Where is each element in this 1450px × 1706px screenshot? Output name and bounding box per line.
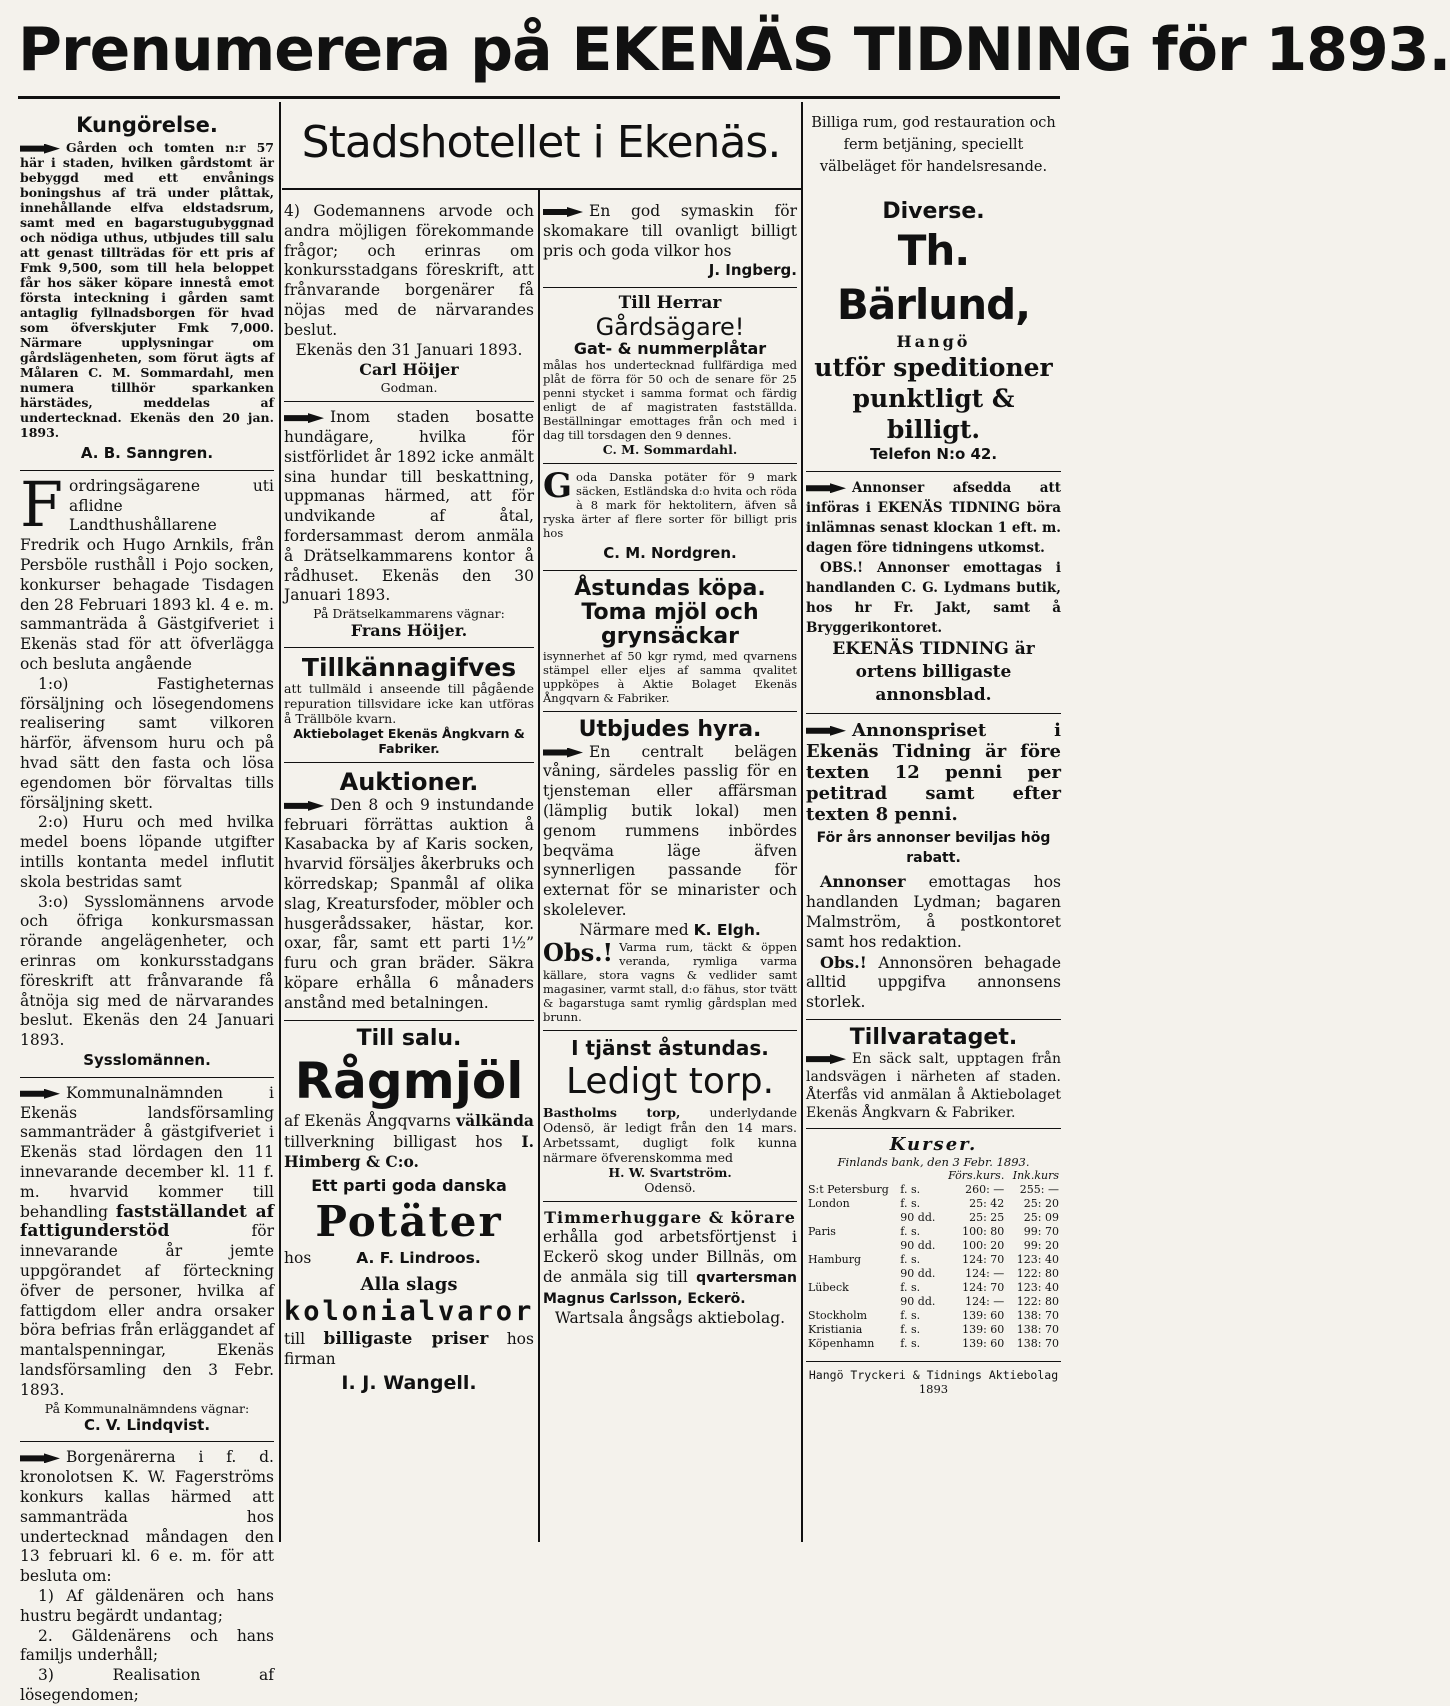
kurser-buy: 99: 70 bbox=[1023, 1224, 1059, 1238]
kurser-header-row bbox=[806, 1169, 1061, 1183]
kommunal-body-2: för innevarande år jemte uppgörandet af förteckning öfver de personer, hvilka af fattigdom eller andra orsaker böra befrias från erläggandet af mantalspenningar, Ekenäs landsförsamling den 3 Febr. 1893. bbox=[20, 1222, 274, 1399]
separator bbox=[20, 1077, 274, 1078]
toma-sackar-body: isynnerhet af 50 kgr rymd, med qvarnens stämpel eller eljes af samma qvalitet uppköpes à Aktie Bolaget Ekenäs Ångqvarn & Fabriker. bbox=[543, 649, 797, 706]
tryckeri-label: Hangö Tryckeri & Tidnings Aktiebolag bbox=[808, 1367, 1059, 1382]
kurser-buy: 25: 20 bbox=[1023, 1196, 1059, 1210]
kurser-sell: 139: 60 bbox=[962, 1308, 1005, 1322]
separator bbox=[543, 1030, 797, 1031]
borgenarer-point-2: 2. Gäldenärens och hans familjs underhåll; bbox=[20, 1626, 274, 1665]
table-row bbox=[806, 1267, 1061, 1281]
kurser-sell: 260: — bbox=[965, 1182, 1005, 1196]
table-row bbox=[806, 1253, 1061, 1267]
kurser-table bbox=[806, 1169, 1061, 1351]
column-rule-2 bbox=[538, 190, 540, 1542]
separator bbox=[20, 1441, 274, 1442]
hundar-vagnar: På Drätselkammarens vägnar: bbox=[313, 606, 505, 622]
kurser-term: f. s. bbox=[900, 1280, 921, 1294]
kurser-city bbox=[806, 1211, 898, 1225]
kurser-city: London bbox=[808, 1196, 850, 1210]
kurser-sell: 124: — bbox=[965, 1266, 1005, 1280]
auktioner-heading: Auktioner. bbox=[339, 768, 479, 797]
kommunal-signature: C. V. Lindqvist. bbox=[83, 1415, 211, 1434]
kolonial-tail: hos firman bbox=[284, 1330, 534, 1369]
separator bbox=[806, 1019, 1061, 1020]
annonser-obs: OBS.! Annonser emottagas i handlanden C. G. Lydmans butik, hos hr Fr. Jakt, samt å Bryggerikontoret. bbox=[806, 559, 1061, 636]
godeman-body: 4) Godemannens arvode och andra möjligen förekommande frågor; och erinras om konkursstadgans föreskrift, att frånvarande borgenärer få nöjas med de närvarandes beslut. bbox=[284, 202, 534, 339]
separator bbox=[284, 1020, 534, 1021]
pointing-hand-icon bbox=[543, 207, 583, 217]
borgenarer-point-1: 1) Af gäldenären och hans hustru begärdt undantag; bbox=[20, 1586, 274, 1625]
kurser-term: f. s. bbox=[900, 1308, 921, 1322]
kurser-term: 90 dd. bbox=[900, 1238, 936, 1252]
kurser-term: f. s. bbox=[900, 1322, 921, 1336]
tillvarataget-body: En säck salt, upptagen från landsvägen i närheten af staden. Återfås vid anmälan å Aktiebolaget Ekenäs Ångkvarn & Fabriker. bbox=[806, 1051, 1061, 1122]
kurser-term: f. s. bbox=[900, 1196, 921, 1210]
astundas-kopa-heading: Åstundas köpa. bbox=[574, 575, 766, 601]
rabatt: För års annonser beviljas hög rabatt. bbox=[816, 829, 1051, 866]
column-rule-3 bbox=[801, 102, 803, 1542]
barlund-heading: Th. Bärlund, bbox=[836, 226, 1031, 330]
separator bbox=[806, 471, 1061, 472]
ragmjol-bold: välkända bbox=[456, 1110, 534, 1130]
hundar-signature: Frans Höijer. bbox=[350, 621, 468, 641]
pointing-hand-icon bbox=[20, 1453, 60, 1463]
kurser-sell: 100: 20 bbox=[962, 1238, 1005, 1252]
hotel-continuation bbox=[806, 112, 1061, 178]
kurser-sell: 25: 25 bbox=[969, 1210, 1005, 1224]
kurser-buy: 138: 70 bbox=[1016, 1336, 1059, 1350]
torp-place: Odensö. bbox=[644, 1180, 696, 1196]
fordringsagare-point-1: 1:o) Fastigheternas försäljning och lösegendomens realisering samt vilkoren härför, äfvensom huru och på hvad sätt den fasta och lösa egendomen bör förvaltas tills försäljning skett. bbox=[20, 674, 274, 812]
kurser-sell: 25: 42 bbox=[969, 1196, 1005, 1210]
pointing-hand-icon bbox=[806, 483, 846, 493]
obs-heading: Obs.! bbox=[543, 938, 614, 968]
emottagas-body: emottagas hos handlanden Lydman; bagaren Malmström, å postkontoret samt hos redaktion. bbox=[806, 873, 1061, 951]
danska-potater-signature: C. M. Nordgren. bbox=[603, 543, 737, 562]
kurser-term: 90 dd. bbox=[900, 1266, 936, 1280]
pointing-hand-icon bbox=[284, 413, 324, 423]
banner-rule bbox=[18, 96, 1060, 99]
kurser-buy: 122: 80 bbox=[1016, 1266, 1059, 1280]
tillkannagifves-heading: Tillkännagifves bbox=[301, 652, 517, 682]
column-3 bbox=[543, 202, 797, 1329]
kurser-subheading: Finlands bank, den 3 Febr. 1893. bbox=[837, 1154, 1030, 1169]
borgenarer-point-3: 3) Realisation af lösegendomen; bbox=[20, 1666, 274, 1704]
pointing-hand-icon bbox=[806, 726, 846, 736]
separator bbox=[543, 287, 797, 288]
annonser-body: Annonser afsedda att införas i EKENÄS TIDNING böra inlämnas senast klockan 1 eft. m. dagen före tidningens utkomst. bbox=[806, 479, 1061, 556]
ragmjol-heading: Rågmjöl bbox=[294, 1051, 524, 1110]
utfor-heading: utför speditioner punktligt & billigt. bbox=[814, 352, 1053, 444]
kurser-city: Köpenhamn bbox=[808, 1336, 875, 1350]
herrar-heading: Till Herrar bbox=[618, 293, 722, 314]
ragmjol-body-2: tillverkning billigast hos bbox=[284, 1132, 503, 1151]
torp-signature: H. W. Svartström. bbox=[608, 1165, 732, 1181]
ragmjol-body-1: af Ekenäs Ångqvarns bbox=[284, 1111, 451, 1130]
potater-heading: Potäter bbox=[315, 1196, 503, 1246]
kurser-buy: 255: — bbox=[1019, 1182, 1059, 1196]
telefon-label: Telefon N:o 42. bbox=[869, 444, 998, 463]
gardsagare-heading: Gårdsägare! bbox=[595, 312, 745, 341]
separator bbox=[806, 1128, 1061, 1129]
kommunal-vagnar: På Kommunalnämndens vägnar: bbox=[44, 1400, 250, 1416]
separator bbox=[284, 647, 534, 648]
tjanst-heading: I tjänst åstundas. bbox=[571, 1036, 769, 1061]
kurser-heading: Kurser. bbox=[889, 1134, 978, 1156]
column-2 bbox=[284, 202, 534, 1394]
fordringsagare-point-2: 2:o) Huru och med hvilka medel boens löpande utgifter intills kontanta medel influtit skola bestridas samt bbox=[20, 813, 274, 891]
kurser-sell: 139: 60 bbox=[962, 1322, 1005, 1336]
timmerhuggare-body: erhålla god arbetsförtjenst i Eckerö skog under Billnäs, om de anmäla sig till bbox=[543, 1228, 797, 1286]
symaskin-signature: J. Ingberg. bbox=[708, 261, 797, 280]
kolonial-signature: I. J. Wangell. bbox=[341, 1371, 477, 1394]
emottagas-bold: Annonser bbox=[820, 872, 906, 892]
obs-body: Varma rum, täckt & öppen veranda, rymliga varma källare, stora vagns & vedlider samt magasiner, varmt stall, d:o fähus, stor tvätt & bagarstuga samt rymlig gårdsplan med brunn. bbox=[543, 940, 797, 1025]
column-rule-1 bbox=[279, 102, 281, 1542]
drop-cap-g: G bbox=[543, 465, 573, 506]
ledigt-torp-heading: Ledigt torp. bbox=[565, 1061, 775, 1103]
pointing-hand-icon bbox=[20, 1089, 60, 1099]
borgenarer-body: Borgenärerna i f. d. kronolotsen K. W. Fagerströms konkurs kallas härmed att sammanträda hos undertecknad måndagen den 13 februari kl. 6 e. m. för att besluta om: bbox=[20, 1448, 274, 1586]
toma-sackar-heading: Toma mjöl och grynsäckar bbox=[581, 599, 759, 650]
kolonial-bold: billigaste priser bbox=[323, 1329, 489, 1350]
hotel-continuation-body: Billiga rum, god restauration och ferm betjäning, speciellt välbeläget för handelsresande. bbox=[811, 115, 1056, 175]
timmerhuggare-signature: Wartsala ångsågs aktiebolag. bbox=[554, 1309, 786, 1328]
kurser-term: 90 dd. bbox=[900, 1210, 936, 1224]
separator bbox=[806, 713, 1061, 714]
kommunal-bold: fastställandet af fattigunderstöd bbox=[20, 1201, 274, 1242]
separator bbox=[543, 1201, 797, 1202]
ragmjol-signature: I. Himberg & C:o. bbox=[284, 1131, 534, 1172]
stadshotellet-heading: Stadshotellet i Ekenäs. bbox=[301, 117, 781, 168]
godeman-signature: Carl Höijer bbox=[359, 360, 459, 380]
tillkannagifves-signature: Aktiebolaget Ekenäs Ångkvarn & Fabriker. bbox=[293, 726, 525, 757]
till-salu-heading: Till salu. bbox=[356, 1025, 462, 1051]
table-row bbox=[806, 1183, 1061, 1197]
utbjudes-narmare: Närmare med bbox=[579, 920, 689, 939]
column-4 bbox=[806, 200, 1061, 1396]
kungorelse-body: Gården och tomten n:r 57 här i staden, hvilken gårdstomt är bebyggd med ett envånings boningshus af trä under plåttak, innehållande elfva eldstadsrum, samt med en bagarstugubyggnad och nödiga uthus, utbjudes till salu att genast tillträdas för ett pris af Fmk 9,500, som till hela beloppet får hos säker köpare innestå emot första inteckning i gården samt antaglig fyllnadsborgen för hvad som öfverskjuter Fmk 7,000. Närmare upplysningar om gårdslägenheten, som förut ägts af Målaren C. M. Sommardahl, men numera tillhör sparkanken härstädes, meddelas af undertecknad. Ekenäs den 20 jan. 1893. bbox=[20, 140, 274, 441]
obs2-body: Annonsören behagade alltid uppgifva annonsens storlek. bbox=[806, 953, 1061, 1012]
kurser-city: Lübeck bbox=[808, 1280, 849, 1294]
kurser-buy: 25: 09 bbox=[1023, 1210, 1059, 1224]
kurser-sell: 124: 70 bbox=[962, 1280, 1005, 1294]
kurser-buy: 123: 40 bbox=[1016, 1252, 1059, 1266]
table-row bbox=[806, 1295, 1061, 1309]
kurser-buy: 122: 80 bbox=[1016, 1294, 1059, 1308]
table-row bbox=[806, 1239, 1061, 1253]
kurser-sell: 139: 60 bbox=[962, 1336, 1005, 1350]
kurser-sell: 124: 70 bbox=[962, 1252, 1005, 1266]
pointing-hand-icon bbox=[284, 801, 324, 811]
tryckeri-year: 1893 bbox=[918, 1381, 949, 1396]
kurser-city: Kristiania bbox=[808, 1322, 863, 1336]
pointing-hand-icon bbox=[20, 144, 60, 154]
kurser-city bbox=[806, 1295, 898, 1309]
kurser-city: Hamburg bbox=[808, 1252, 862, 1266]
parti-heading: Ett parti goda danska bbox=[311, 1176, 507, 1196]
kurser-col-header: Förs.kurs. bbox=[948, 1168, 1005, 1182]
auktioner-body: Den 8 och 9 instundande februari förrättas auktion å Kasabacka by af Karis socken, hvarvid försäljes åkerbruks och körredskap; Spanmål af olika slag, Kreatursfoder, möbler och husgerådssaker, hästar, kor. oxar, får, samt ett parti 1½” furu och gran bräder. Säkra köpare erhålla 6 månaders anstånd med betalningen. bbox=[284, 795, 534, 1012]
kurser-buy: 123: 40 bbox=[1016, 1280, 1059, 1294]
annonspriset: Annonspriset i Ekenäs Tidning är före texten 12 penni per petitrad samt efter texten 8 penni. bbox=[806, 719, 1061, 825]
nummerplatar-heading: Gat- & nummerplåtar bbox=[573, 339, 767, 359]
tillkannagifves-body: att tullmäld i anseende till pågående repuration tillsvidare icke kan utföras å Trällböle kvarn. bbox=[284, 681, 534, 727]
separator bbox=[543, 711, 797, 712]
torp-body: underlydande Odensö, är ledigt från den 14 mars. Arbetssamt, dugligt folk kunna närmare öfverenskomma med bbox=[543, 1105, 797, 1166]
fordringsagare-body: ordringsägarene uti aflidne Landthushållarene Fredrik och Hugo Arnkils, från Persböle rusthåll i Pojo socken, konkurser behagade Tisdagen den 28 Februari 1893 kl. 4 e. m. sammanträda å Gästgifveriet i Ekenäs stad för att öfverlägga och besluta angående bbox=[20, 476, 274, 674]
billigaste-annonsblad: EKENÄS TIDNING är ortens billigaste annonsblad. bbox=[832, 638, 1035, 705]
table-row bbox=[806, 1281, 1061, 1295]
obs2-bold: Obs.! bbox=[820, 952, 867, 972]
godeman-title: Godman. bbox=[380, 380, 438, 396]
separator bbox=[543, 570, 797, 571]
kurser-col-header: Ink.kurs bbox=[1012, 1168, 1059, 1182]
kommunal-body-1: Kommunalnämnden i Ekenäs landsförsamling sammanträder å gästgifveriet i Ekenäs stad lördagen den 11 innevarande december kl. 11 f. m. hvarvid kommer till behandling bbox=[20, 1083, 274, 1221]
kurser-term: f. s. bbox=[900, 1182, 921, 1196]
pointing-hand-icon bbox=[543, 748, 583, 758]
drop-cap-f: F bbox=[20, 467, 64, 541]
nummerplatar-body: målas hos undertecknad fullfärdiga med plåt de förra för 50 och de senare för 25 penni stycket i samma format och färdig enligt de af magistraten fastställda. Beställningar emottages från och med i dag till torsdagen den 9 dennes. bbox=[543, 357, 797, 442]
kurser-buy: 138: 70 bbox=[1016, 1322, 1059, 1336]
kurser-term: f. s. bbox=[900, 1224, 921, 1238]
utbjudes-signature: K. Elgh. bbox=[693, 920, 761, 939]
fordringsagare-point-3: 3:o) Sysslomännens arvode och öfriga konkursmassan rörande angelägenheter, och erinras om konkursstadgans föreskrift att frånvarande få åtnöja sig med de närvarandes beslut. Ekenäs den 24 Januari 1893. bbox=[20, 892, 274, 1050]
nummerplatar-signature: C. M. Sommardahl. bbox=[602, 441, 738, 457]
kurser-city: Stockholm bbox=[808, 1308, 868, 1322]
hotel-rule bbox=[282, 188, 801, 190]
separator bbox=[284, 762, 534, 763]
utbjudes-hyra-heading: Utbjudes hyra. bbox=[578, 717, 762, 743]
separator bbox=[543, 463, 797, 464]
kurser-term: f. s. bbox=[900, 1252, 921, 1266]
pointing-hand-icon bbox=[806, 1054, 846, 1064]
tillvarataget-heading: Tillvarataget. bbox=[849, 1024, 1018, 1050]
kungorelse-signature: A. B. Sanngren. bbox=[80, 444, 214, 463]
column-1 bbox=[20, 114, 274, 1706]
kurser-buy: 138: 70 bbox=[1016, 1308, 1059, 1322]
godeman-date: Ekenäs den 31 Januari 1893. bbox=[295, 340, 523, 359]
kolonial-till: till bbox=[284, 1330, 306, 1349]
table-row bbox=[806, 1211, 1061, 1225]
hango-label: Hangö bbox=[896, 332, 971, 352]
table-row bbox=[806, 1337, 1061, 1351]
utbjudes-hyra-body: En centralt belägen våning, särdeles passlig för en tjensteman eller affärsman (lämplig butik lokal) men genom rummens inbördes beqväma läge äfven synnerligen passande för externat för se minarister och skolelever. bbox=[543, 742, 797, 919]
kurser-city bbox=[806, 1267, 898, 1281]
kurser-sell: 124: — bbox=[965, 1294, 1005, 1308]
kolonialvaror-heading: kolonialvaror bbox=[284, 1296, 535, 1328]
diverse-heading: Diverse. bbox=[882, 199, 985, 224]
table-row bbox=[806, 1309, 1061, 1323]
potater-signature: A. F. Lindroos. bbox=[356, 1248, 481, 1267]
table-row bbox=[806, 1197, 1061, 1211]
fordringsagare-signature: Sysslomännen. bbox=[83, 1051, 211, 1069]
separator bbox=[284, 401, 534, 402]
kurser-city: S:t Petersburg bbox=[808, 1182, 889, 1196]
kurser-sell: 100: 80 bbox=[962, 1224, 1005, 1238]
kungorelse-heading: Kungörelse. bbox=[76, 113, 218, 137]
timmerhuggare-heading: Timmerhuggare & körare bbox=[544, 1208, 796, 1228]
table-row bbox=[806, 1323, 1061, 1337]
masthead-title: Prenumerera på EKENÄS TIDNING för 1893. bbox=[18, 15, 1450, 85]
timmerhuggare-bold: qvartersman Magnus Carlsson, Eckerö. bbox=[543, 1269, 797, 1307]
kurser-city bbox=[806, 1239, 898, 1253]
separator bbox=[806, 1361, 1061, 1362]
alla-slags-heading: Alla slags bbox=[360, 1273, 458, 1295]
kurser-term: f. s. bbox=[900, 1336, 921, 1350]
kurser-buy: 99: 20 bbox=[1023, 1238, 1059, 1252]
symaskin-body: En god symaskin för skomakare till ovanligt billigt pris och goda vilkor hos bbox=[543, 202, 797, 260]
kurser-term: 90 dd. bbox=[900, 1294, 936, 1308]
torp-bold: Bastholms torp, bbox=[543, 1105, 681, 1121]
potater-hos: hos bbox=[284, 1248, 312, 1267]
danska-potater-body: oda Danska potäter för 9 mark säcken, Estländska d:o hvita och röda à 8 mark för hektolitern, äfven så ryska ärter af flere sorter för billigt pris hos bbox=[543, 469, 797, 540]
table-row bbox=[806, 1225, 1061, 1239]
hundar-body: Inom staden bosatte hundägare, hvilka för sistförlidet år 1892 icke anmält sina hundar till beskattning, uppmanas härmed, att för undvikande af åtal, fordersammast derom anmäla å Drätselkammarens kontor å rådhuset. Ekenäs den 30 Januari 1893. bbox=[284, 408, 534, 605]
kurser-city: Paris bbox=[808, 1224, 836, 1238]
